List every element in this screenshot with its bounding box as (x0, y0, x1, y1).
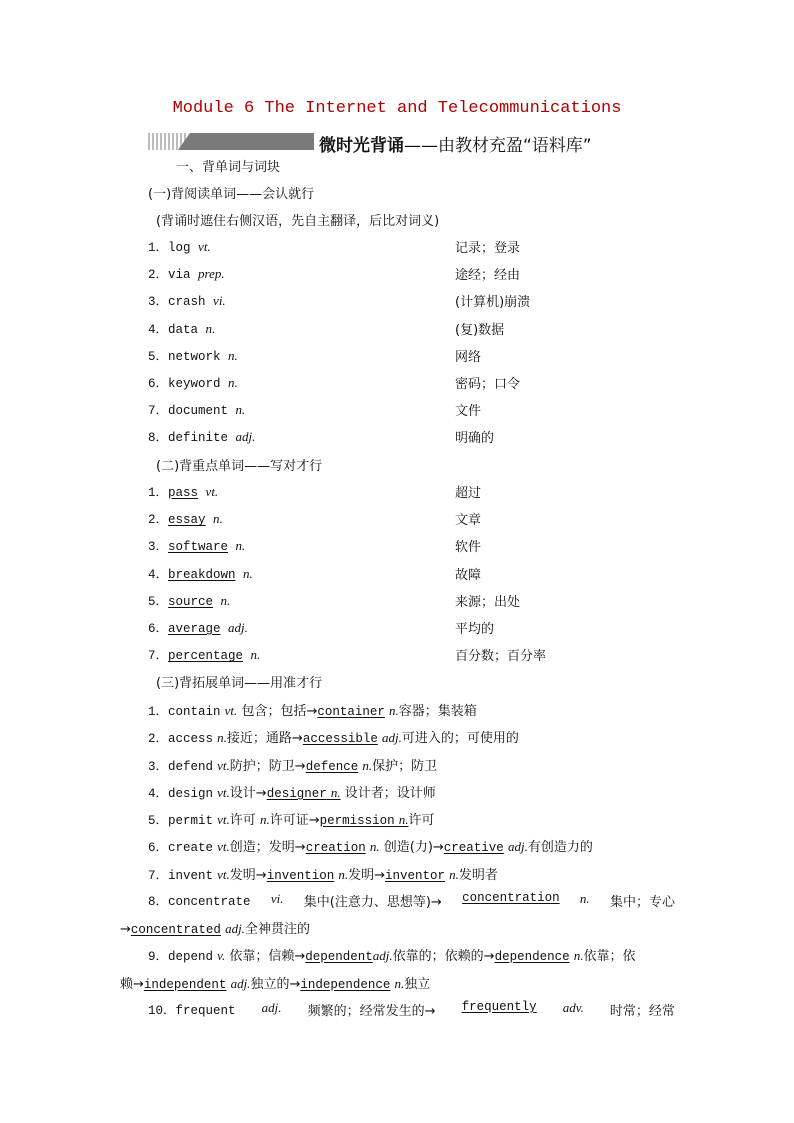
word-item (148, 618, 248, 636)
chinese-meaning: (计算机)崩溃 (455, 295, 531, 311)
part-of-speech: adj. (235, 429, 256, 445)
chinese-meaning: 文章 (455, 513, 482, 529)
part-of-speech: n. (235, 402, 246, 418)
item-number: 5． (148, 594, 169, 609)
english-word: percentage (168, 649, 244, 664)
banner-title (319, 131, 592, 156)
sub3-heading: (三)背拓展单词——用准才行 (156, 676, 323, 691)
ext-line-2: 2．access n.接近；通路→accessible adj.可进入的；可使用的 (148, 730, 519, 746)
chinese-meaning: 平均的 (455, 622, 495, 637)
part-of-speech: n. (228, 347, 238, 363)
english-word: log (168, 241, 191, 255)
item-number: 3． (148, 295, 169, 310)
sub2-heading: (二)背重点单词——写对才行 (156, 459, 323, 474)
part-of-speech: n. (250, 647, 261, 663)
item-number: 2． (148, 513, 169, 528)
chinese-meaning: 途经；经由 (455, 268, 521, 284)
item-number: 8． (148, 431, 169, 446)
section-heading: 一、背单词与词块 (176, 160, 281, 175)
ext-line-9b: 赖→independent adj.独立的→independence n.独立 (120, 976, 431, 992)
item-number: 4． (148, 567, 169, 582)
item-number: 5． (148, 349, 169, 364)
ext-line-7: 7．invent vt.发明→invention n.发明→inventor n.发明者 (148, 867, 498, 883)
part-of-speech: n. (220, 592, 231, 608)
english-word: essay (168, 513, 206, 528)
chinese-meaning: 文件 (455, 404, 482, 420)
item-number: 7． (148, 649, 169, 664)
english-word: keyword (168, 377, 221, 391)
chinese-meaning: (复)数据 (455, 322, 505, 338)
word-item (148, 482, 218, 500)
ext-line-3: 3．defend vt.防护；防卫→defence n.保护；防卫 (148, 758, 438, 774)
word-item (148, 237, 211, 255)
ext-line-1: 1．contain vt. 包含；包括→container n.容器；集装箱 (148, 703, 477, 719)
item-number: 4． (148, 322, 169, 337)
chinese-meaning: 故障 (455, 567, 482, 583)
part-of-speech: adj. (228, 620, 248, 635)
item-number: 1． (148, 241, 169, 255)
word-item (148, 264, 225, 282)
english-word: via (168, 268, 191, 283)
chinese-meaning: 来源；出处 (455, 594, 521, 610)
word-item (148, 564, 253, 582)
item-number: 3． (148, 540, 169, 555)
chinese-meaning: 超过 (455, 486, 482, 501)
item-number: 1． (148, 486, 169, 500)
word-item (148, 373, 238, 391)
part-of-speech: vt. (198, 239, 211, 254)
banner-bar (178, 133, 314, 150)
word-item (148, 427, 255, 445)
english-word: breakdown (168, 567, 236, 582)
part-of-speech: prep. (198, 266, 225, 282)
english-word: network (168, 349, 221, 364)
word-item (148, 645, 260, 663)
word-item (148, 319, 215, 337)
english-word: pass (168, 486, 199, 500)
english-word: average (168, 622, 221, 636)
banner-rest: ——由教材充盈“语料库” (404, 136, 592, 156)
item-number: 7． (148, 404, 169, 419)
chinese-meaning: 网络 (455, 349, 482, 365)
part-of-speech: n. (228, 375, 238, 390)
ext-line-6: 6．create vt.创造；发明→creation n. 创造(力)→creative adj.有创造力的 (148, 839, 593, 855)
word-item (148, 591, 230, 609)
item-number: 2． (148, 268, 169, 283)
part-of-speech: n. (213, 511, 223, 527)
ext-line-10: 10．frequent adj. 频繁的；经常发生的→ frequently adv. 时常；经常 (148, 1000, 675, 1019)
english-word: document (168, 404, 229, 419)
part-of-speech: n. (243, 565, 253, 581)
sub1-heading: (一)背阅读单词——会认就行 (148, 187, 315, 202)
english-word: software (168, 540, 229, 555)
part-of-speech: vt. (205, 484, 219, 499)
ext-line-9a: 9．depend v. 依靠；信赖→dependentadj.依靠的；依赖的→dependence n.依靠；依 (148, 948, 636, 964)
chinese-meaning: 明确的 (455, 431, 495, 447)
chinese-meaning: 密码；口令 (455, 377, 521, 392)
word-item (148, 536, 245, 554)
page-title: Module 6 The Internet and Telecommunications (172, 99, 622, 118)
sub1-note: (背诵时遮住右侧汉语，先自主翻译，后比对词义) (156, 214, 440, 229)
ext-line-8a: 8．concentrate vi. 集中(注意力、思想等)→ concentration n. 集中；专心 (148, 891, 675, 910)
part-of-speech: n. (235, 538, 246, 554)
item-number: 6． (148, 377, 169, 391)
chinese-meaning: 软件 (455, 540, 482, 556)
english-word: definite (168, 431, 229, 446)
chinese-meaning: 百分数；百分率 (455, 649, 547, 665)
ext-line-4: 4．design vt.设计→designer n. 设计者；设计师 (148, 785, 436, 801)
chinese-meaning: 记录；登录 (455, 241, 521, 256)
item-number: 6． (148, 622, 169, 636)
banner-bold: 微时光背诵 (319, 136, 404, 156)
ext-line-8b: →concentrated adj.全神贯注的 (120, 921, 310, 937)
word-item (148, 346, 238, 364)
word-item (148, 509, 223, 527)
part-of-speech: vi. (213, 293, 226, 309)
banner-decoration (148, 133, 314, 150)
word-item (148, 291, 226, 309)
english-word: data (168, 322, 199, 337)
english-word: source (168, 594, 214, 609)
ext-line-5: 5．permit vt.许可 n.许可证→permission n.许可 (148, 812, 435, 828)
word-item (148, 400, 245, 418)
english-word: crash (168, 295, 206, 310)
part-of-speech: n. (205, 320, 216, 336)
